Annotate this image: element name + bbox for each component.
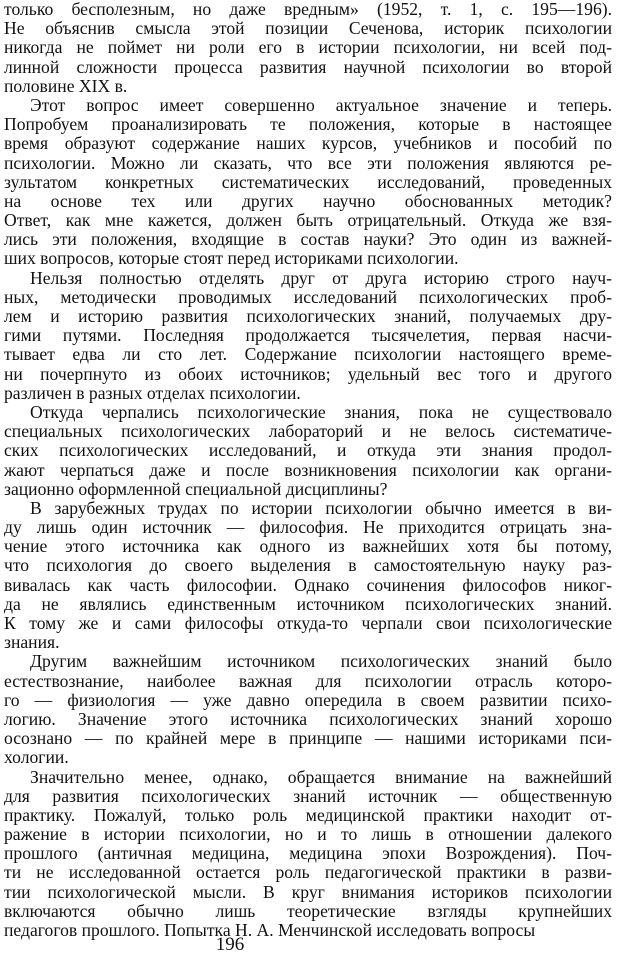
text-line: гими путями. Последняя продолжается тысячелетия, первая насчи- xyxy=(4,326,612,346)
text-line: тывает едва ли сто лет. Содержание психологии настоящего време- xyxy=(4,345,612,365)
paragraph xyxy=(4,652,612,767)
text-line: Ответ, как мне кажется, должен быть отрицательный. Откуда же взя- xyxy=(4,211,612,231)
paragraph xyxy=(4,403,612,499)
text-line: Этот вопрос имеет совершенно актуальное значение и теперь. xyxy=(30,95,612,115)
text-line: половине XIX в. xyxy=(4,76,128,96)
text-line: тии психологической мысли. В круг внимания историков психологии xyxy=(4,882,612,902)
text-line: ских психологических исследований, и откуда эти знания продол- xyxy=(4,441,612,461)
text-body xyxy=(4,0,612,940)
text-line: ду лишь один источник — философия. Не приходится отрицать зна- xyxy=(4,518,612,538)
paragraph xyxy=(4,269,612,403)
text-line: К тому же и сами философы откуда-то черпали свои психологические xyxy=(4,614,612,633)
text-line: никогда не поймет ни роли его в истории психологии, ни всей под- xyxy=(4,38,612,58)
text-line: Откуда черпались психологические знания, пока не существовало xyxy=(30,402,612,422)
text-line: Не объяснив смысла этой позиции Сеченова, историк психологии xyxy=(4,19,612,39)
paragraph xyxy=(4,96,612,269)
text-line: педагогов прошлого. Попытка Н. А. Менчинской исследовать вопросы xyxy=(4,921,536,940)
text-line: логию. Значение этого источника психологических знаний хорошо xyxy=(4,709,612,729)
text-line: специальных психологических лабораторий и не велось систематиче- xyxy=(4,422,612,442)
text-line: Попробуем проанализировать те положения, которые в настоящее xyxy=(4,115,612,135)
text-line: ти не исследованной остается роль педагогической практики в разви- xyxy=(4,863,612,883)
text-line: психологии. Можно ли сказать, что все эти положения являются ре- xyxy=(4,153,612,173)
text-line: ражение в истории психологии, но и то лишь в отношении далекого xyxy=(4,825,612,845)
text-line: В зарубежных трудах по истории психологии обычно имеется в ви- xyxy=(30,498,612,518)
text-line: хологии. xyxy=(4,748,69,768)
text-line: зультатом конкретных систематических исследований, проведенных xyxy=(4,172,612,192)
paragraph xyxy=(4,499,612,653)
text-line: чение этого источника как одного из важнейших хотя бы потому, xyxy=(4,537,612,557)
paragraph xyxy=(4,768,612,941)
text-line: знания. xyxy=(4,633,60,653)
text-line: жают черпаться даже и после возникновения психологии как органи- xyxy=(4,460,612,480)
text-line: линной сложности процесса развития научной психологии во второй xyxy=(4,57,612,77)
text-line: лись эти положения, входящие в состав науки? Это один из важней- xyxy=(4,230,612,250)
text-line: вивалась как часть философии. Однако сочинения философов никог- xyxy=(4,575,612,595)
text-line: только бесполезным, но даже вредным» (1952, т. 1, с. 195—196). xyxy=(4,0,612,19)
text-line: естествознание, наиболее важная для психологии отрасль которо- xyxy=(4,671,612,691)
paragraph xyxy=(4,0,612,96)
text-line: ни почерпнуто из обоих источников; удельный вес того и другого xyxy=(4,364,612,384)
text-line: практику. Пожалуй, только роль медицинской практики находит от- xyxy=(4,805,612,825)
text-line: время образуют содержание наших курсов, учебников и пособий по xyxy=(4,134,612,154)
text-line: что психология до своего выделения в самостоятельную науку раз- xyxy=(4,556,612,576)
text-line: прошлого (античная медицина, медицина эпохи Возрождения). Поч- xyxy=(4,844,612,864)
text-line: включаются обычно лишь теоретические взгляды крупнейших xyxy=(4,901,612,921)
text-line: различен в разных отделах психологии. xyxy=(4,383,301,403)
text-line: ных, методически проводимых исследований психологических проб- xyxy=(4,287,612,307)
page-footer xyxy=(0,934,620,956)
text-line: Значительно менее, однако, обращается внимание на важнейший xyxy=(30,767,612,787)
page-number: 196 xyxy=(215,934,245,955)
text-line: на основе тех или других научно обоснованных методик? xyxy=(4,191,612,211)
text-line: Другим важнейшим источником психологических знаний было xyxy=(30,652,612,672)
text-line: Нельзя полностью отделять друг от друга историю строго науч- xyxy=(30,268,612,288)
text-line: осознано — по крайней мере в принципе — нашими историками пси- xyxy=(4,729,612,749)
text-line: ших вопросов, которые стоят перед историками психологии. xyxy=(4,249,459,269)
text-line: лем и историю развития психологических знаний, получаемых дру- xyxy=(4,307,612,326)
text-line: да не являлись единственным источником психологических знаний. xyxy=(4,594,612,614)
text-line: го — физиология — уже давно опередила в своем развитии психо- xyxy=(4,690,612,710)
document-page xyxy=(4,0,612,940)
text-line: для развития психологических знаний источник — общественную xyxy=(4,786,612,806)
text-line: зационно оформленной специальной дисциплины? xyxy=(4,479,388,499)
